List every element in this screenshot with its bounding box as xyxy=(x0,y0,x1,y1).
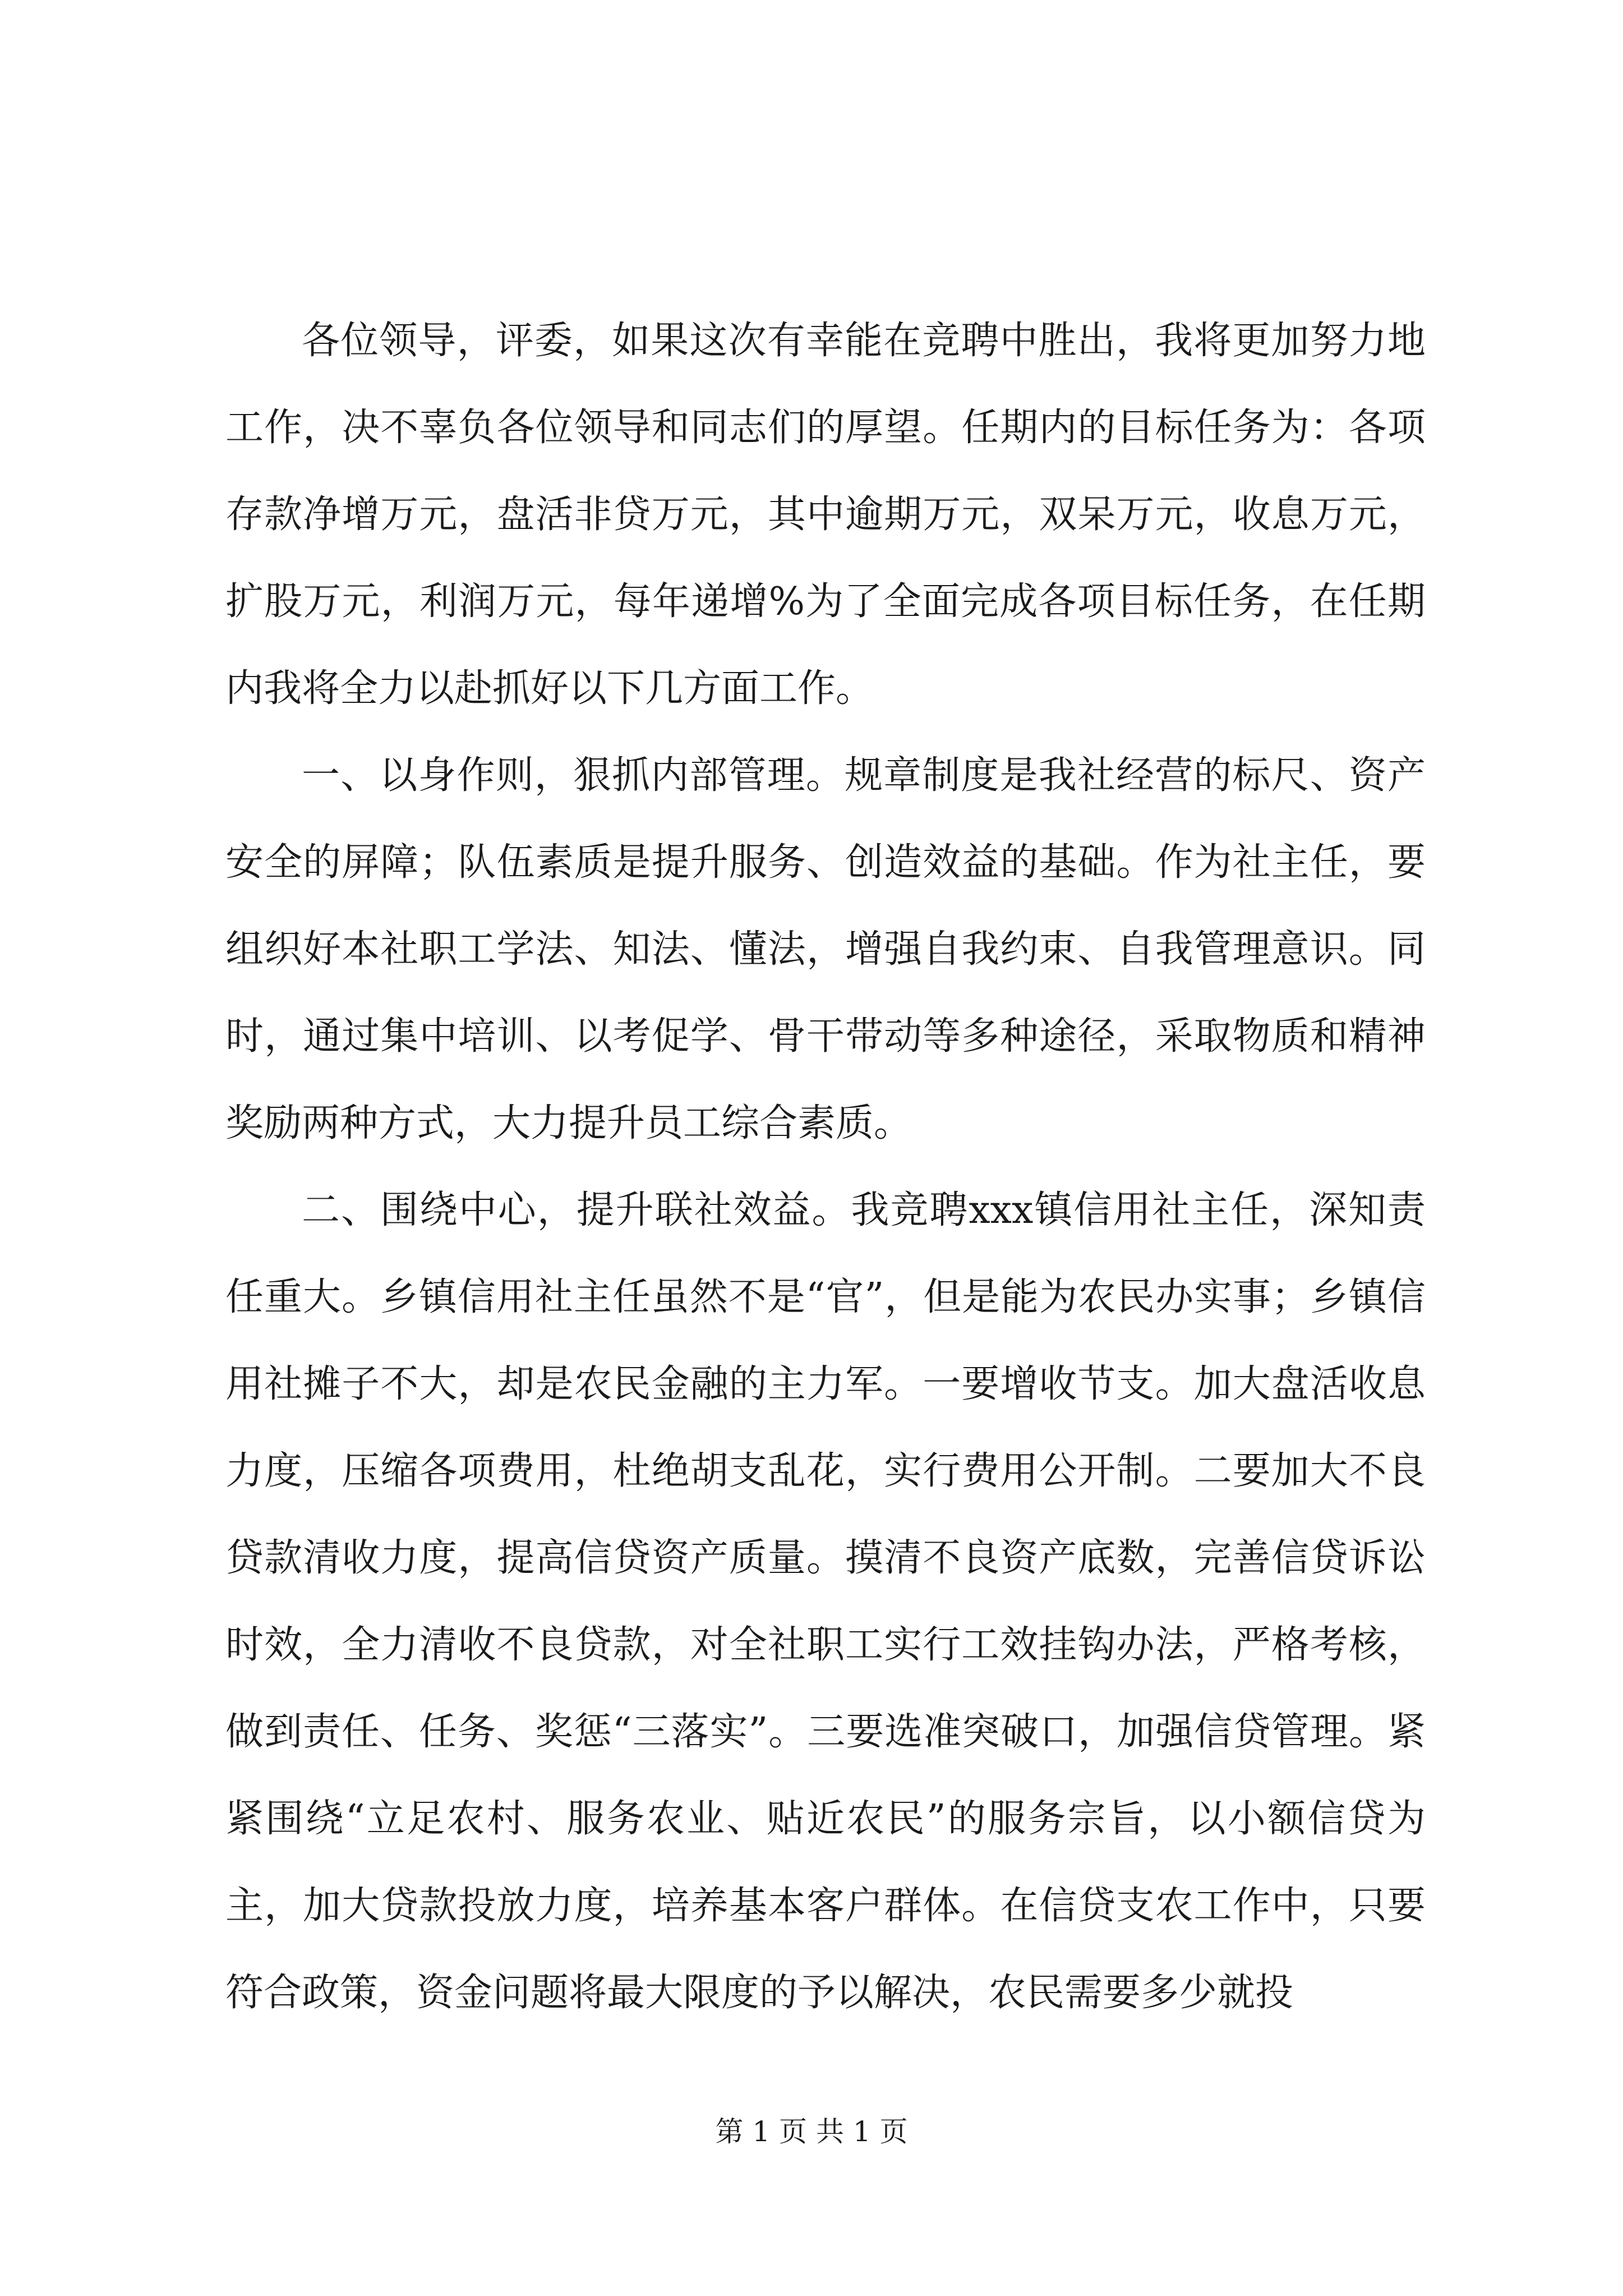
paragraph-section-two: 二、围绕中心，提升联社效益。我竞聘xxx镇信用社主任，深知责任重大。乡镇信用社主任虽然不是“官”，但是能为农民办实事；乡镇信用社摊子不大，却是农民金融的主力军。一要增收节支。加大盘活收息力度，压缩各项费用，杜绝胡支乱花，实行费用公开制。二要加大不良贷款清收力度，提高信贷资产质量。摸清不良资产底数，完善信贷诉讼时效，全力清收不良贷款，对全社职工实行工效挂钩办法，严格考核，做到责任、任务、奖惩“三落实”。三要选准突破口，加强信贷管理。紧紧围绕“立足农村、服务农业、贴近农民”的服务宗旨，以小额信贷为主，加大贷款投放力度，培养基本客户群体。在信贷支农工作中，只要符合政策，资金问题将最大限度的予以解决，农民需要多少就投 xyxy=(225,1188,1426,2015)
document-body xyxy=(225,297,1426,2036)
paragraph-intro: 各位领导，评委，如果这次有幸能在竞聘中胜出，我将更加努力地工作，决不辜负各位领导和同志们的厚望。任期内的目标任务为：各项存款净增万元，盘活非贷万元，其中逾期万元，双呆万元，收息万元，扩股万元，利润万元，每年递增%为了全面完成各项目标任务，在任期内我将全力以赴抓好以下几方面工作。 xyxy=(225,319,1426,711)
paragraph-section-one: 一、以身作则，狠抓内部管理。规章制度是我社经营的标尺、资产安全的屏障；队伍素质是提升服务、创造效益的基础。作为社主任，要组织好本社职工学法、知法、懂法，增强自我约束、自我管理意识。同时，通过集中培训、以考促学、骨干带动等多种途径，采取物质和精神奖励两种方式，大力提升员工综合素质。 xyxy=(225,753,1426,1145)
page-footer: 第 1 页 共 1 页 xyxy=(715,2115,908,2148)
